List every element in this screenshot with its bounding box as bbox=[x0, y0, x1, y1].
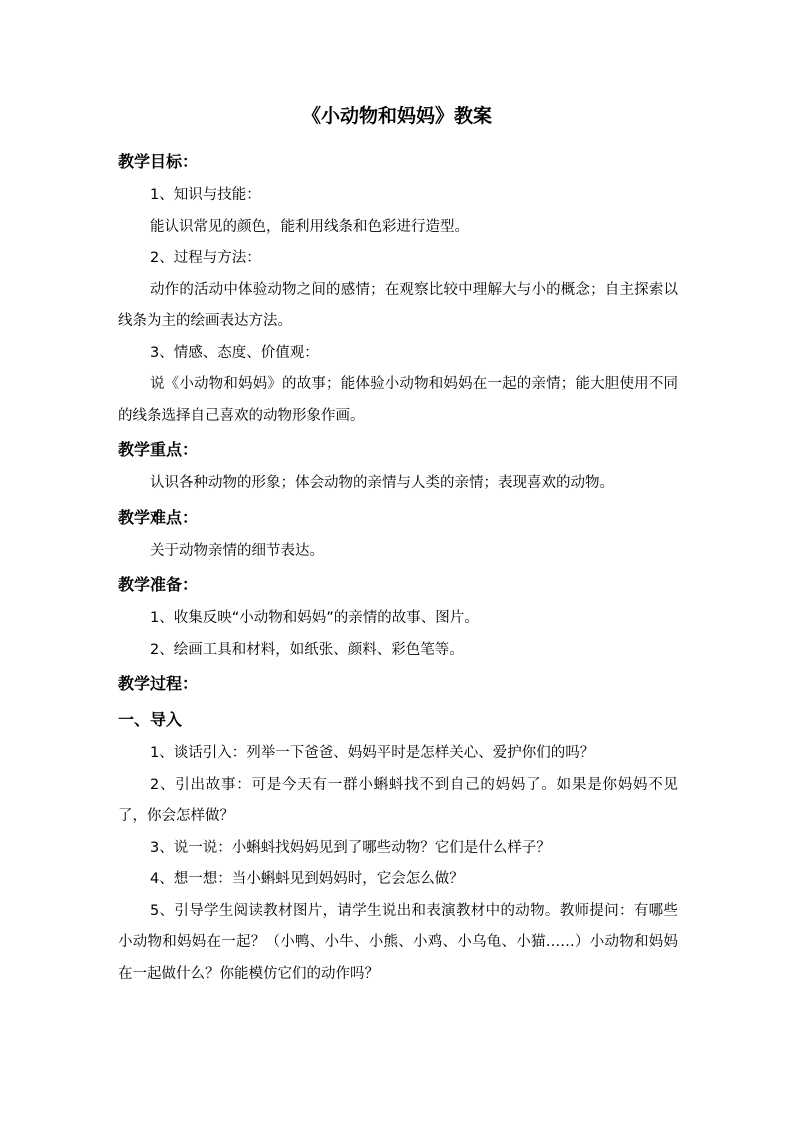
document-title: 《小动物和妈妈》教案 bbox=[301, 105, 492, 127]
process-item: 2、引出故事：可是今天有一群小蝌蚪找不到自己的妈妈了。如果是你妈妈不见了，你会怎样做？ bbox=[118, 776, 678, 824]
process-item: 5、引导学生阅读教材图片，请学生说出和表演教材中的动物。教师提问：有哪些小动物和妈妈在一起？（小鸭、小牛、小熊、小鸡、小乌龟、小猫……）小动物和妈妈在一起做什么？你能模仿它们的动作吗？ bbox=[118, 902, 678, 982]
process-item: 3、说一说：小蝌蚪找妈妈见到了哪些动物？它们是什么样子？ bbox=[150, 839, 551, 856]
key-points-heading: 教学重点： bbox=[118, 440, 199, 459]
process-subheading: 一、导入 bbox=[118, 710, 183, 729]
goals-heading: 教学目标： bbox=[118, 152, 199, 171]
preparation-item: 2、绘画工具和材料，如纸张、颜料、彩色笔等。 bbox=[150, 641, 464, 658]
key-points-item: 认识各种动物的形象；体会动物的亲情与人类的亲情；表现喜欢的动物。 bbox=[150, 475, 614, 491]
goals-item: 2、过程与方法： bbox=[150, 250, 261, 266]
difficulties-item: 关于动物亲情的细节表达。 bbox=[150, 542, 324, 559]
goals-item: 动作的活动中体验动物之间的感情；在观察比较中理解大与小的概念；自主探索以线条为主的绘画表达方法。 bbox=[118, 281, 678, 329]
document-body bbox=[118, 144, 678, 990]
process-item: 4、想一想：当小蝌蚪见到妈妈时，它会怎么做？ bbox=[150, 871, 464, 887]
goals-item: 能认识常见的颜色，能利用线条和色彩进行造型。 bbox=[150, 218, 469, 235]
goals-item: 说《小动物和妈妈》的故事；能体验小动物和妈妈在一起的亲情；能大胆使用不同的线条选择自己喜欢的动物形象作画。 bbox=[118, 376, 678, 424]
preparation-heading: 教学准备： bbox=[118, 575, 199, 594]
goals-item: 3、情感、态度、价值观： bbox=[150, 344, 319, 361]
process-item: 1、谈话引入：列举一下爸爸、妈妈平时是怎样关心、爱护你们的吗？ bbox=[150, 745, 595, 761]
process-heading: 教学过程： bbox=[118, 674, 199, 693]
difficulties-heading: 教学难点： bbox=[118, 507, 199, 527]
goals-item: 1、知识与技能： bbox=[150, 187, 261, 203]
preparation-item: 1、收集反映“小动物和妈妈”的亲情的故事、图片。 bbox=[150, 610, 479, 626]
